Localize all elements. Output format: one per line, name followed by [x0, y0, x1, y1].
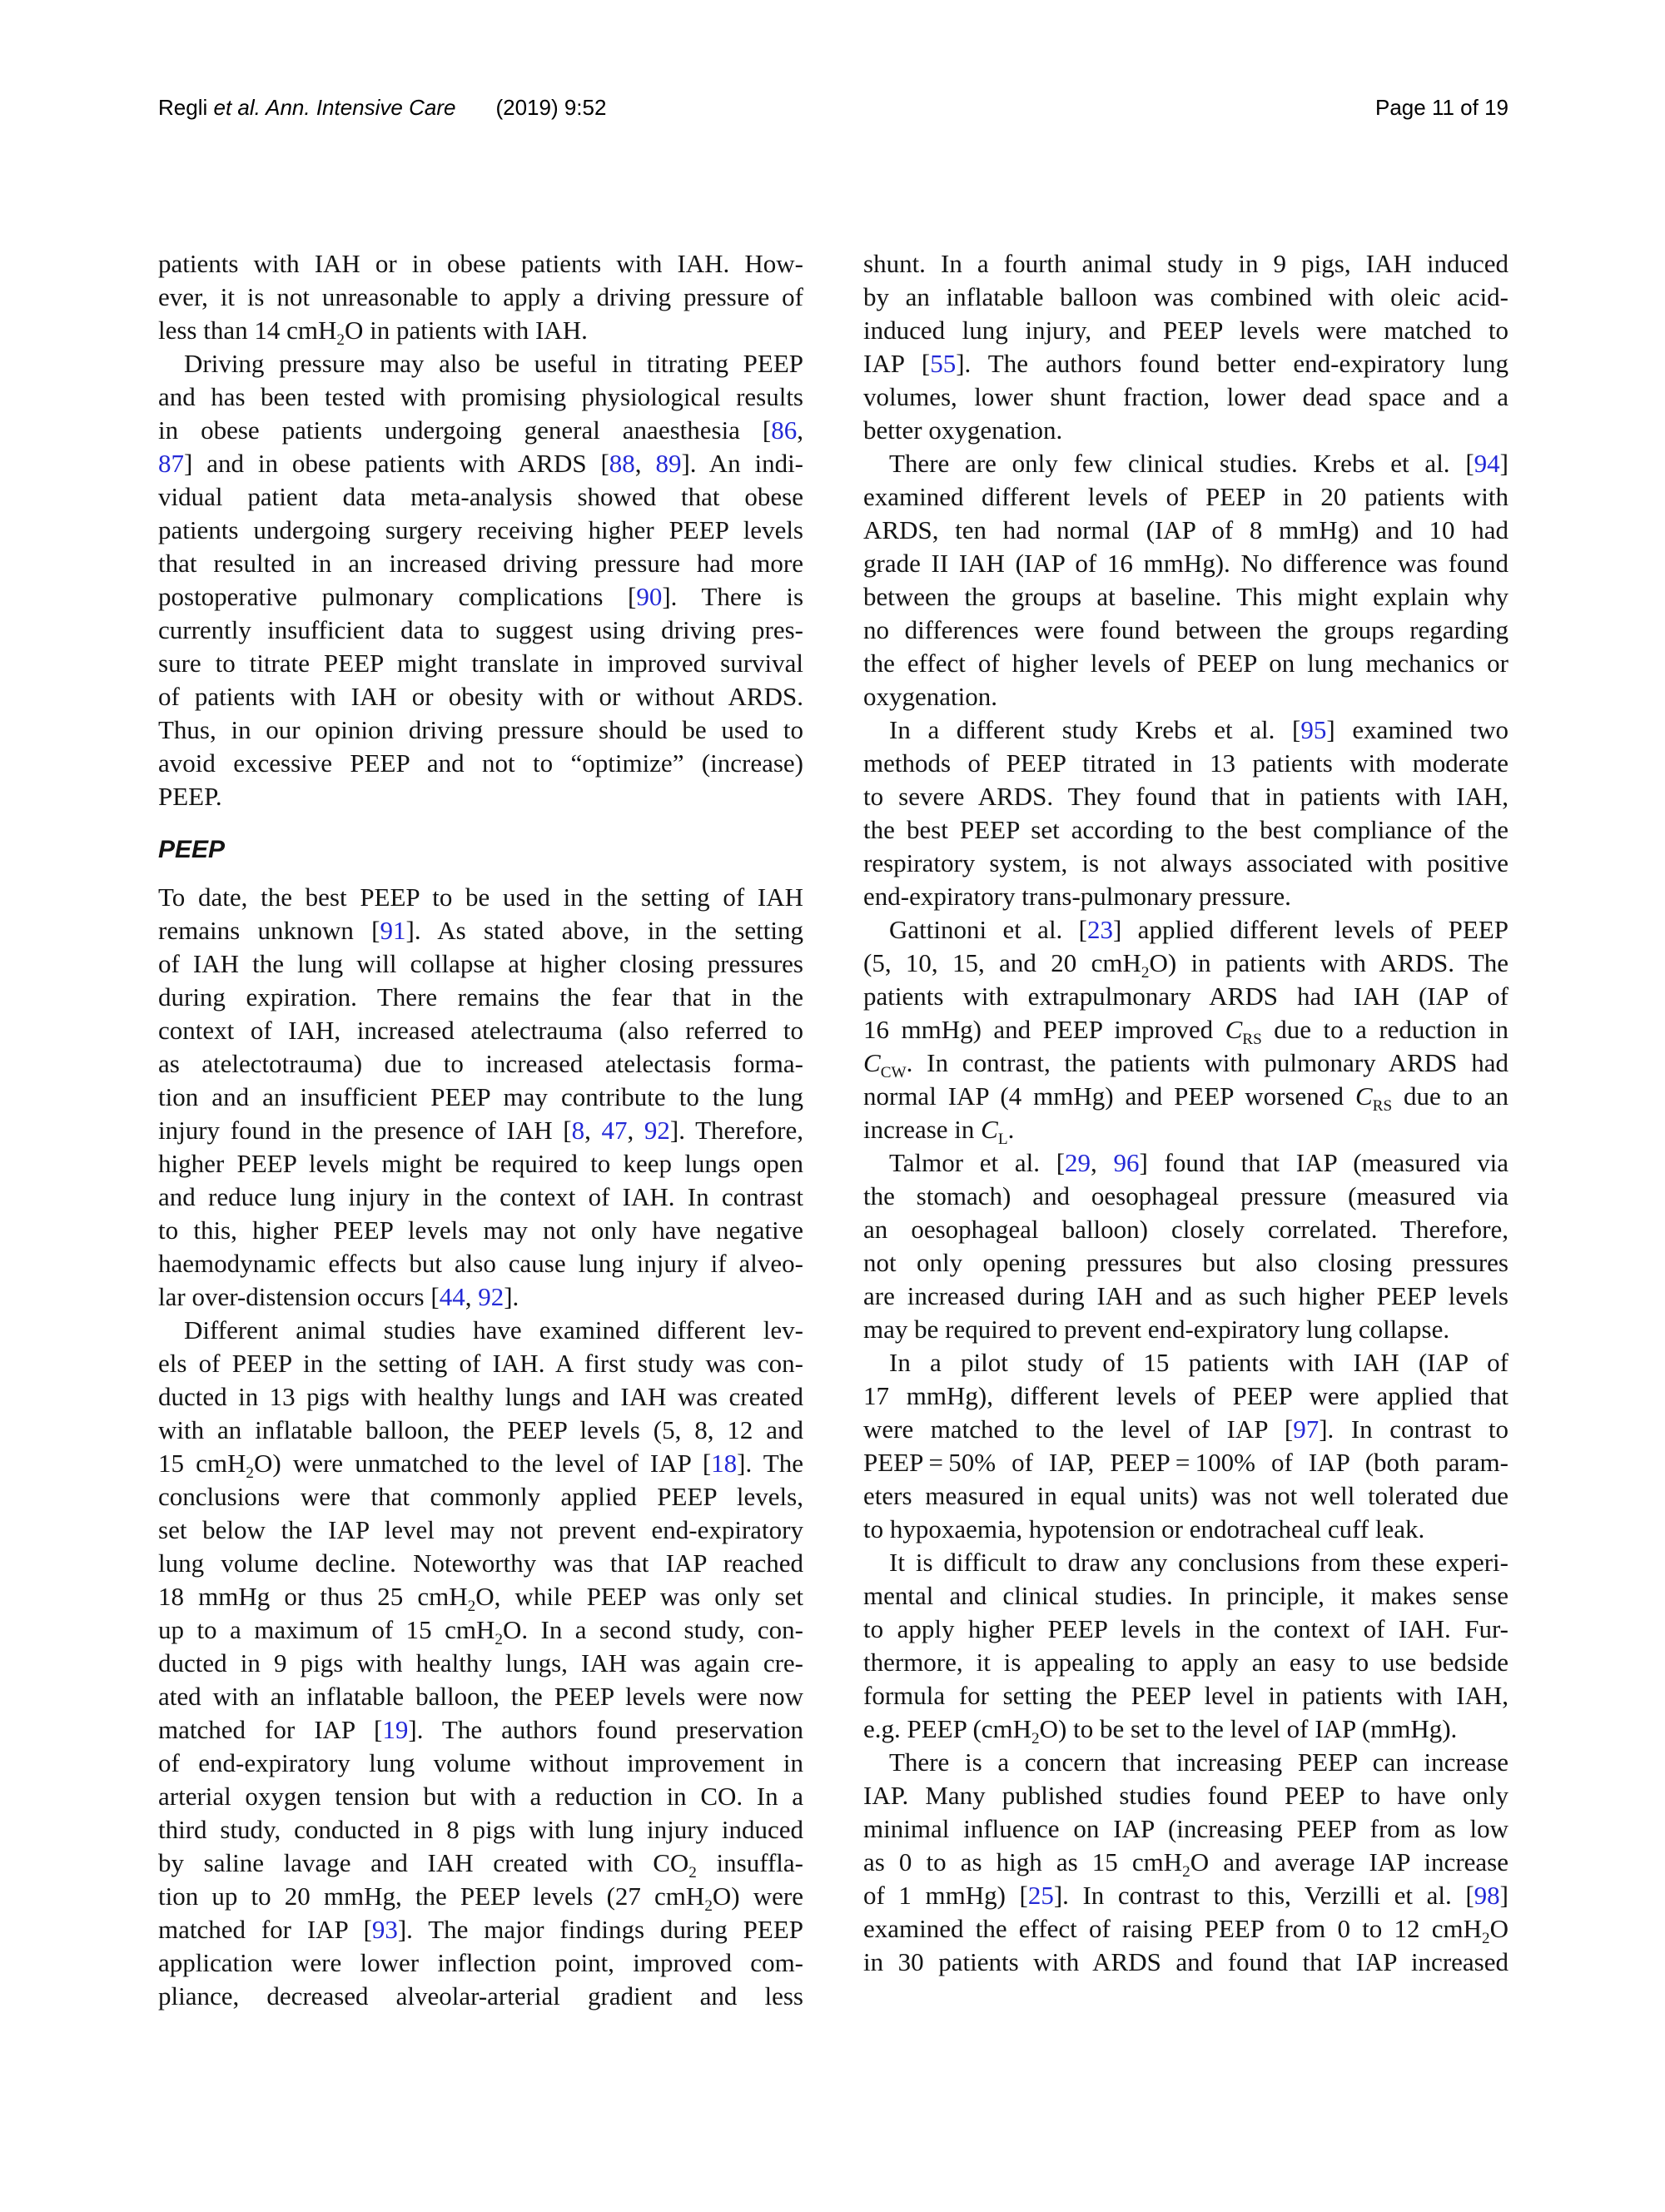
- text-line: as atelectotrauma) due to increased atelectasis forma-: [158, 1049, 803, 1078]
- text-line: minimal influence on IAP (increasing PEEP from as low: [863, 1814, 1508, 1843]
- text-line: and has been tested with promising physiological results: [158, 382, 803, 411]
- citation-ref[interactable]: 90: [636, 582, 663, 611]
- text-line: There is a concern that increasing PEEP can increase: [889, 1747, 1508, 1777]
- text-line: ever, it is not unreasonable to apply a driving pressure of: [158, 282, 803, 311]
- text-line: normal IAP (4 mmHg) and PEEP worsened $C_{RS}$ due to an: [863, 1081, 1508, 1113]
- citation-ref[interactable]: 23: [1087, 915, 1113, 944]
- text-line: context of IAH, increased atelectrauma (also referred to: [158, 1016, 803, 1045]
- text-line: injury found in the presence of IAH [8, 47, 92]. Therefore,: [158, 1116, 803, 1145]
- text-line: $C_{CW}$. In contrast, the patients with pulmonary ARDS had: [863, 1048, 1508, 1080]
- text-line: the effect of higher levels of PEEP on lung mechanics or: [863, 649, 1508, 678]
- text-line: 15 cmH$_2$O) were unmatched to the level of IAP [18]. The: [158, 1449, 803, 1480]
- text-line: eters measured in equal units) was not well tolerated due: [863, 1481, 1508, 1510]
- compliance-symbol: C: [981, 1115, 998, 1144]
- text-line: no differences were found between the groups regarding: [863, 615, 1508, 644]
- text-line: remains unknown [91]. As stated above, in the setting: [158, 916, 803, 945]
- text-line: tion up to 20 mmHg, the PEEP levels (27 cmH$_2$O) were: [158, 1881, 803, 1913]
- text-line: postoperative pulmonary complications [90]. There is: [158, 582, 803, 611]
- text-line: To date, the best PEEP to be used in the setting of IAH: [158, 882, 803, 912]
- citation-ref[interactable]: 29: [1065, 1148, 1091, 1177]
- text-line: of end-expiratory lung volume without improvement in: [158, 1748, 803, 1777]
- running-header: [158, 93, 1508, 122]
- text-line: of IAH the lung will collapse at higher closing pressures: [158, 949, 803, 978]
- text-line: ated with an inflatable balloon, the PEEP levels were now: [158, 1682, 803, 1711]
- text-line: application were lower inflection point, improved com-: [158, 1948, 803, 1977]
- text-line: volumes, lower shunt fraction, lower dead space and a: [863, 382, 1508, 411]
- text-line: 17 mmHg), different levels of PEEP were applied that: [863, 1381, 1508, 1410]
- text-line: to hypoxaemia, hypotension or endotracheal cuff leak.: [863, 1514, 1425, 1543]
- text-line: Driving pressure may also be useful in titrating PEEP: [184, 349, 803, 378]
- text-line: mental and clinical studies. In principle, it makes sense: [863, 1581, 1508, 1610]
- text-line: grade II IAH (IAP of 16 mmHg). No difference was found: [863, 549, 1508, 578]
- text-line: matched for IAP [19]. The authors found preservation: [158, 1715, 803, 1744]
- text-line: examined the effect of raising PEEP from 0 to 12 cmH$_2$O: [863, 1914, 1508, 1946]
- text-line: to this, higher PEEP levels may not only have negative: [158, 1215, 803, 1245]
- text-line: less than 14 cmH$_2$O in patients with IAH.: [158, 316, 588, 347]
- text-line: ducted in 13 pigs with healthy lungs and IAH was created: [158, 1382, 803, 1411]
- journal-title: et al. Ann. Intensive Care: [213, 95, 456, 120]
- text-line: with an inflatable balloon, the PEEP levels (5, 8, 12 and: [158, 1415, 803, 1444]
- text-line: higher PEEP levels might be required to keep lungs open: [158, 1149, 803, 1178]
- text-line: 18 mmHg or thus 25 cmH$_2$O, while PEEP was only set: [158, 1582, 803, 1613]
- text-line: patients with IAH or in obese patients with IAH. How-: [158, 249, 803, 278]
- text-line: up to a maximum of 15 cmH$_2$O. In a second study, con-: [158, 1615, 803, 1647]
- page-number: Page 11 of 19: [1375, 95, 1508, 120]
- citation-ref[interactable]: 97: [1293, 1414, 1320, 1444]
- section-heading-peep: PEEP: [158, 836, 226, 863]
- text-line: an oesophageal balloon) closely correlated. Therefore,: [863, 1215, 1508, 1244]
- citation-ref[interactable]: 89: [655, 449, 682, 478]
- text-line: Different animal studies have examined different lev-: [184, 1315, 803, 1345]
- issue-info: (2019) 9:52: [495, 95, 607, 120]
- text-line: currently insufficient data to suggest using driving pres-: [158, 615, 803, 644]
- citation-ref[interactable]: 91: [380, 916, 406, 945]
- text-line: Talmor et al. [29, 96] found that IAP (measured via: [889, 1148, 1508, 1177]
- citation-ref[interactable]: 92: [478, 1282, 504, 1311]
- text-line: ducted in 9 pigs with healthy lungs, IAH was again cre-: [158, 1648, 803, 1678]
- text-line: may be required to prevent end-expiratory lung collapse.: [863, 1315, 1450, 1344]
- text-line: by saline lavage and IAH created with $CO_2$ insuffla-: [158, 1848, 803, 1880]
- text-line: PEEP.: [158, 782, 222, 811]
- text-line: lung volume decline. Noteworthy was that IAP reached: [158, 1548, 803, 1578]
- text-line: avoid excessive PEEP and not to “optimize” (increase): [158, 748, 803, 778]
- text-line: Gattinoni et al. [23] applied different levels of PEEP: [889, 915, 1508, 944]
- text-line: (5, 10, 15, and 20 cmH$_2$O) in patients with ARDS. The: [863, 948, 1508, 980]
- text-line: els of PEEP in the setting of IAH. A first study was con-: [158, 1349, 803, 1378]
- text-line: IAP [55]. The authors found better end-expiratory lung: [863, 349, 1508, 378]
- text-line: pliance, decreased alveolar-arterial gradient and less: [158, 1981, 803, 2011]
- citation-ref[interactable]: 92: [644, 1116, 670, 1145]
- compliance-symbol: C: [863, 1048, 881, 1077]
- left-column: [158, 247, 803, 2013]
- text-line: the stomach) and oesophageal pressure (measured via: [863, 1181, 1508, 1210]
- text-line: PEEP = 50% of IAP, PEEP = 100% of IAP (both param-: [863, 1448, 1508, 1477]
- text-line: are increased during IAH and as such higher PEEP levels: [863, 1281, 1508, 1310]
- citation-ref[interactable]: 19: [382, 1715, 409, 1744]
- text-line: between the groups at baseline. This might explain why: [863, 582, 1508, 611]
- text-line: arterial oxygen tension but with a reduction in CO. In a: [158, 1782, 803, 1811]
- compliance-symbol: C: [1354, 1081, 1373, 1111]
- text-line: thermore, it is appealing to apply an easy to use bedside: [863, 1648, 1508, 1677]
- text-line: of 1 mmHg) [25]. In contrast to this, Verzilli et al. [98]: [863, 1881, 1508, 1910]
- text-line: that resulted in an increased driving pressure had more: [158, 549, 803, 578]
- text-line: in obese patients undergoing general anaesthesia [86,: [158, 415, 803, 445]
- text-line: to severe ARDS. They found that in patients with IAH,: [863, 782, 1508, 811]
- text-line: 87] and in obese patients with ARDS [88, 89]. An indi-: [158, 449, 803, 478]
- citation-ref[interactable]: 86: [771, 415, 798, 445]
- citation-ref[interactable]: 25: [1027, 1881, 1054, 1910]
- text-line: e.g. PEEP (cmH$_2$O) to be set to the level of IAP (mmHg).: [863, 1714, 1458, 1746]
- text-line: 16 mmHg) and PEEP improved $C_{RS}$ due to a reduction in: [863, 1015, 1508, 1046]
- text-line: In a different study Krebs et al. [95] examined two: [889, 715, 1508, 744]
- citation-ref[interactable]: 87: [158, 449, 184, 478]
- author-name: Regli: [158, 95, 214, 120]
- text-line: set below the IAP level may not prevent end-expiratory: [158, 1515, 803, 1544]
- text-line: In a pilot study of 15 patients with IAH (IAP of: [889, 1348, 1508, 1377]
- compliance-symbol: C: [1225, 1015, 1243, 1044]
- journal-citation: [158, 93, 606, 122]
- text-line: the best PEEP set according to the best compliance of the: [863, 815, 1508, 844]
- text-line: sure to titrate PEEP might translate in improved survival: [158, 649, 803, 678]
- text-line: conclusions were that commonly applied PEEP levels,: [158, 1482, 803, 1511]
- citation-ref[interactable]: 55: [930, 349, 957, 378]
- text-line: ARDS, ten had normal (IAP of 8 mmHg) and 10 had: [863, 515, 1508, 544]
- text-line: haemodynamic effects but also cause lung injury if alveo-: [158, 1249, 803, 1278]
- text-line: induced lung injury, and PEEP levels were matched to: [863, 316, 1508, 345]
- text-line: formula for setting the PEEP level in patients with IAH,: [863, 1681, 1508, 1710]
- citation-ref[interactable]: 96: [1113, 1148, 1140, 1177]
- text-line: end-expiratory trans-pulmonary pressure.: [863, 882, 1291, 911]
- text-line: examined different levels of PEEP in 20 patients with: [863, 482, 1508, 511]
- citation-ref[interactable]: 93: [371, 1915, 398, 1944]
- text-line: better oxygenation.: [863, 415, 1063, 445]
- text-line: increase in $C_L$.: [863, 1115, 1015, 1146]
- text-line: shunt. In a fourth animal study in 9 pigs, IAH induced: [863, 249, 1508, 278]
- text-line: were matched to the level of IAP [97]. In contrast to: [863, 1414, 1508, 1444]
- citation-ref[interactable]: 47: [601, 1116, 628, 1145]
- text-line: matched for IAP [93]. The major findings during PEEP: [158, 1915, 803, 1944]
- text-line: lar over-distension occurs [44, 92].: [158, 1282, 519, 1311]
- text-line: IAP. Many published studies found PEEP to have only: [863, 1781, 1508, 1810]
- text-line: of patients with IAH or obesity with or without ARDS.: [158, 682, 803, 711]
- citation-ref[interactable]: 94: [1474, 449, 1500, 478]
- text-line: There are only few clinical studies. Krebs et al. [94]: [889, 449, 1508, 478]
- text-line: not only opening pressures but also closing pressures: [863, 1248, 1508, 1277]
- text-line: tion and an insufficient PEEP may contribute to the lung: [158, 1082, 803, 1111]
- text-line: by an inflatable balloon was combined with oleic acid-: [863, 282, 1508, 311]
- text-line: third study, conducted in 8 pigs with lung injury induced: [158, 1815, 803, 1844]
- text-line: patients with extrapulmonary ARDS had IAH (IAP of: [863, 982, 1508, 1011]
- citation-ref[interactable]: 95: [1300, 715, 1327, 744]
- citation-ref[interactable]: 44: [439, 1282, 465, 1311]
- citation-ref[interactable]: 88: [609, 449, 635, 478]
- citation-ref[interactable]: 18: [711, 1449, 738, 1478]
- text-line: methods of PEEP titrated in 13 patients with moderate: [863, 748, 1508, 778]
- text-line: as 0 to as high as 15 cmH$_2$O and average IAP increase: [863, 1847, 1508, 1879]
- text-line: and reduce lung injury in the context of IAH. In contrast: [158, 1182, 803, 1211]
- text-line: oxygenation.: [863, 682, 997, 711]
- text-line: vidual patient data meta-analysis showed that obese: [158, 482, 803, 511]
- citation-ref[interactable]: 8: [571, 1116, 585, 1145]
- text-line: in 30 patients with ARDS and found that IAP increased: [863, 1947, 1508, 1976]
- text-line: during expiration. There remains the fear that in the: [158, 982, 803, 1012]
- text-line: respiratory system, is not always associated with positive: [863, 848, 1508, 877]
- citation-ref[interactable]: 98: [1474, 1881, 1500, 1910]
- text-line: Thus, in our opinion driving pressure should be used to: [158, 715, 803, 744]
- text-line: It is difficult to draw any conclusions from these experi-: [889, 1548, 1508, 1577]
- right-column: [863, 247, 1508, 1979]
- text-line: patients undergoing surgery receiving higher PEEP levels: [158, 515, 803, 544]
- text-line: to apply higher PEEP levels in the context of IAH. Fur-: [863, 1614, 1508, 1643]
